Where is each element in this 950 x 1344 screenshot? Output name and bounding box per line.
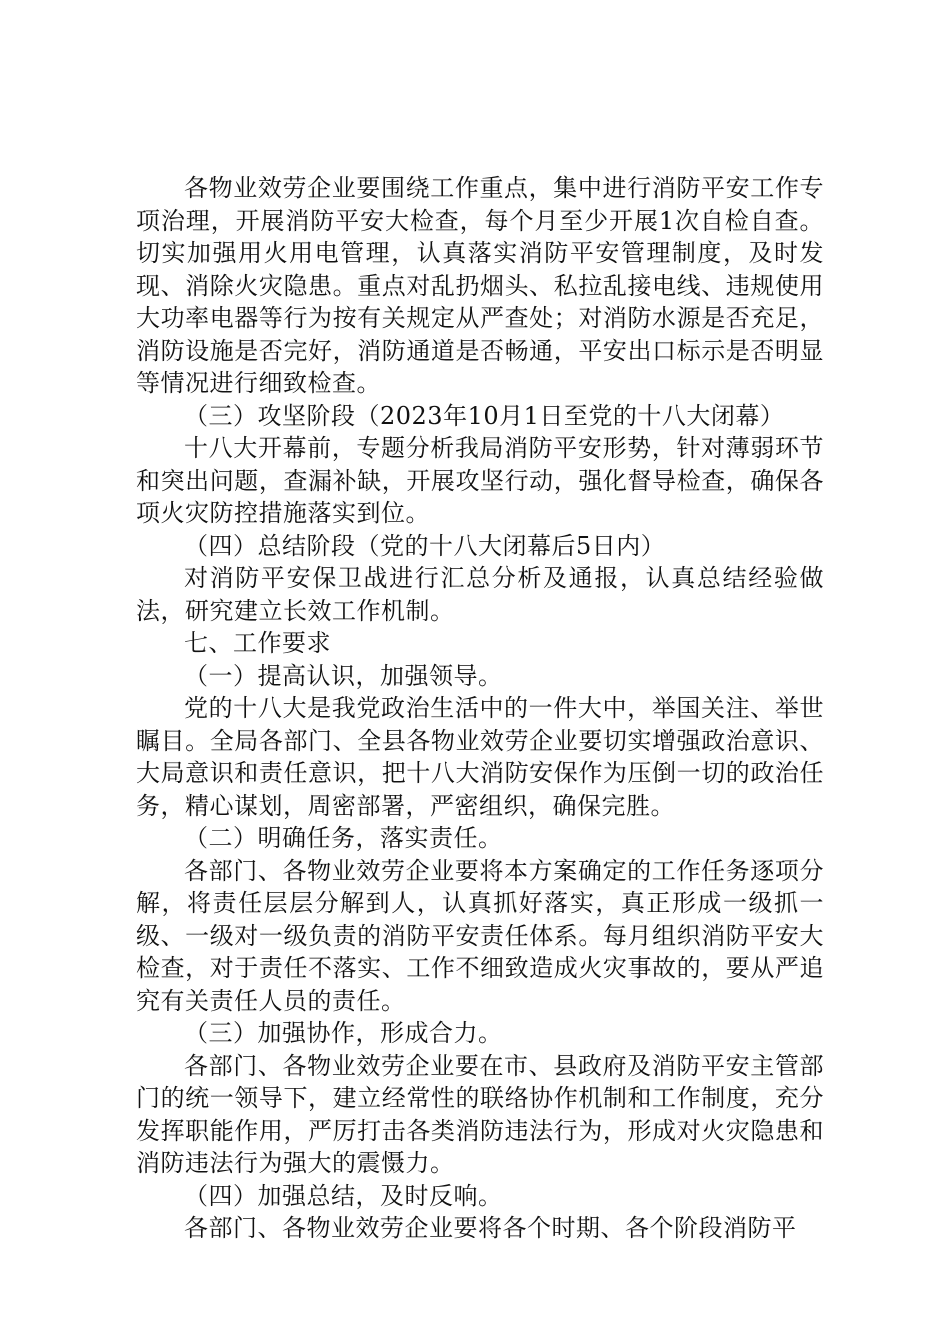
paragraph-requirement-four: 各部门、各物业效劳企业要将各个时期、各个阶段消防平 <box>184 1214 797 1242</box>
heading-stage-three: （三）攻坚阶段（2023年10月1日至党的十八大闭幕） <box>184 401 785 430</box>
paragraph-requirement-two: 各部门、各物业效劳企业要将本方案确定的工作任务逐项分解，将责任层层分解到人，认真抓好落实，真正形成一级抓一级、一级对一级负责的消防平安责任体系。每月组织消防平安大检查，对于责任不落实、工作不细致造成火灾事故的，要从严追究有关责任人员的责任。 <box>136 856 824 1015</box>
paragraph-inspection: 各物业效劳企业要围绕工作重点，集中进行消防平安工作专项治理，开展消防平安大检查，每个月至少开展1次自检自查。切实加强用火用电管理，认真落实消防平安管理制度，及时发现、消除火灾隐患。重点对乱扔烟头、私拉乱接电线、违规使用大功率电器等行为按有关规定从严查处；对消防水源是否充足，消防设施是否完好，消防通道是否畅通，平安出口标示是否明显等情况进行细致检查。 <box>136 174 824 397</box>
heading-work-requirements: 七、工作要求 <box>184 629 331 657</box>
paragraph-stage-three: 十八大开幕前，专题分析我局消防平安形势，针对薄弱环节和突出问题，查漏补缺，开展攻坚行动，强化督导检查，确保各项火灾防控措施落实到位。 <box>136 434 824 527</box>
paragraph-requirement-three: 各部门、各物业效劳企业要在市、县政府及消防平安主管部门的统一领导下，建立经常性的联络协作机制和工作制度，充分发挥职能作用，严厉打击各类消防违法行为，形成对火灾隐患和消防违法行为强大的震慑力。 <box>136 1051 824 1177</box>
heading-stage-four: （四）总结阶段（党的十八大闭幕后5日内） <box>184 531 666 560</box>
document-body <box>136 172 824 1245</box>
heading-requirement-four: （四）加强总结，及时反响。 <box>184 1181 503 1210</box>
heading-requirement-two: （二）明确任务，落实责任。 <box>184 824 503 852</box>
paragraph-requirement-one: 党的十八大是我党政治生活中的一件大中，举国关注、举世瞩目。全局各部门、全县各物业效劳企业要切实增强政治意识、大局意识和责任意识，把十八大消防安保作为压倒一切的政治任务，精心谋划，周密部署，严密组织，确保完胜。 <box>136 694 824 820</box>
heading-requirement-three: （三）加强协作，形成合力。 <box>184 1019 503 1047</box>
paragraph-stage-four: 对消防平安保卫战进行汇总分析及通报，认真总结经验做法，研究建立长效工作机制。 <box>136 564 824 625</box>
heading-requirement-one: （一）提高认识，加强领导。 <box>184 661 503 690</box>
